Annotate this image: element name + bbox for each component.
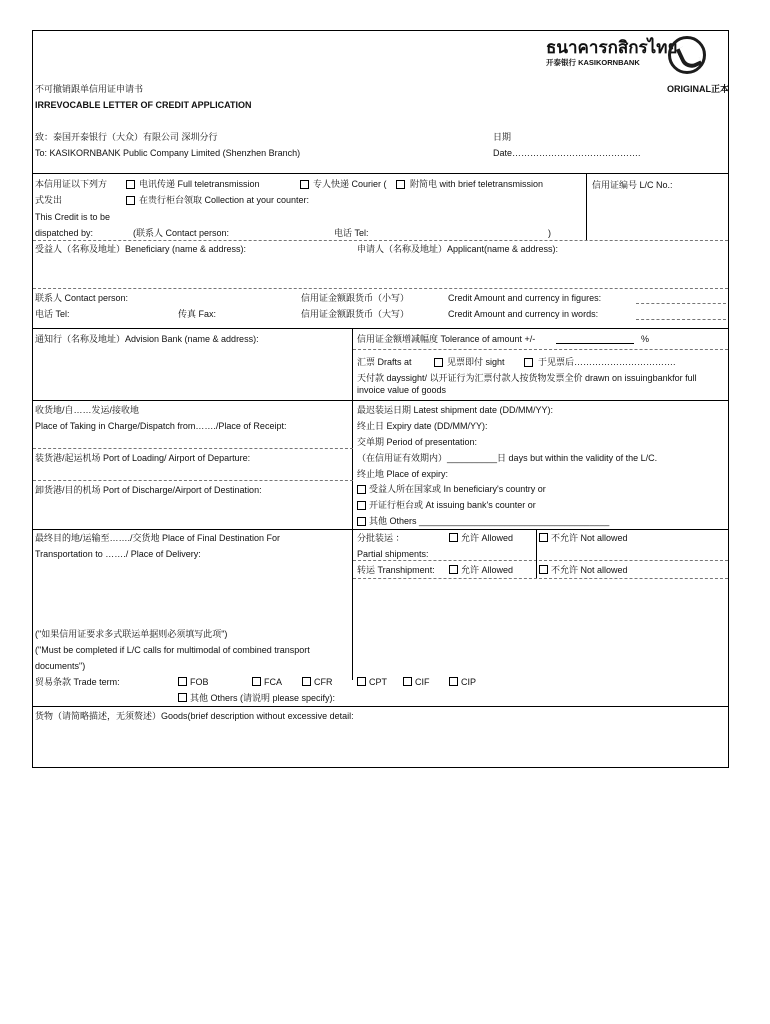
sight-checkbox[interactable] xyxy=(434,358,443,367)
courier-checkbox[interactable] xyxy=(300,180,309,189)
ben-country-label: 受益人所在国家或 In beneficiary's country or xyxy=(369,484,546,494)
cif-label: CIF xyxy=(415,677,430,687)
original-label: ORIGINAL正本 xyxy=(667,84,729,94)
ben-country-checkbox[interactable] xyxy=(357,485,366,494)
tranship-not-allowed-checkbox[interactable] xyxy=(539,565,548,574)
applicant-label: 申请人（名称及地址）Applicant(name & address): xyxy=(357,244,559,254)
issuing-counter-checkbox[interactable] xyxy=(357,501,366,510)
divider xyxy=(33,706,728,707)
transhipment-label: 转运 Transhipment: xyxy=(357,565,435,575)
others-expiry-label: 其他 Others ______________________________________ xyxy=(369,516,610,526)
after-sight-checkbox[interactable] xyxy=(524,358,533,367)
percent-label: % xyxy=(641,334,650,344)
advising-bank-label: 通知行（名称及地址）Advision Bank (name & address): xyxy=(35,334,259,344)
amount-words-field[interactable] xyxy=(636,319,726,320)
expiry-date-label: 终止日 Expiry date (DD/MM/YY): xyxy=(357,421,488,431)
final-dest-cn: 最终目的地/运输至……./交货地 Place of Final Destination For xyxy=(35,533,281,543)
tolerance-label: 信用证金额增减幅度 Tolerance of amount +/- xyxy=(357,334,536,344)
place-expiry-label: 终止地 Place of expiry: xyxy=(357,469,449,479)
drawn-text-2: invoice value of goods xyxy=(357,385,447,395)
teletransmission-checkbox[interactable] xyxy=(126,180,135,189)
discharge-label: 卸货港/目的机场 Port of Discharge/Airport of Destination: xyxy=(35,485,262,495)
others-expiry-checkbox[interactable] xyxy=(357,517,366,526)
courier-label: 专人快递 Courier ( xyxy=(313,179,387,189)
taking-en: Place of Taking in Charge/Dispatch from……./Place of Receipt: xyxy=(35,421,287,431)
counter-label: 在贵行柜台领取 Collection at your counter: xyxy=(139,195,310,205)
beneficiary-label: 受益人（名称及地址）Beneficiary (name & address): xyxy=(35,244,247,254)
dispatch-label-3: This Credit is to be xyxy=(35,212,111,222)
latest-shipment-label: 最迟装运日期 Latest shipment date (DD/MM/YY): xyxy=(357,405,554,415)
after-sight-label: 于见票后……………………………. xyxy=(538,357,676,367)
divider xyxy=(33,173,728,174)
dispatch-label-2: 式发出 xyxy=(35,195,63,205)
drafts-label: 汇票 Drafts at xyxy=(357,357,412,367)
lc-no-label: 信用证编号 L/C No.: xyxy=(592,180,673,190)
trade-term-label: 贸易条款 Trade term: xyxy=(35,677,120,687)
divider xyxy=(352,329,353,400)
drawn-text-1: 天付款 dayssight/ 以开证行为汇票付款人按货物发票全价 drawn on issuingbankfor full xyxy=(357,373,697,383)
loading-label: 装货港/起运机场 Port of Loading/ Airport of Departure: xyxy=(35,453,251,463)
bank-logo-thai: ธนาคารกสิกรไทย xyxy=(546,38,678,57)
date-cn: 日期 xyxy=(493,132,512,142)
partial-not-allowed-label: 不允许 Not allowed xyxy=(551,533,628,543)
divider xyxy=(536,530,537,578)
date-field[interactable]: Date……………………………………. xyxy=(493,148,641,158)
title-cn: 不可撤销跟单信用证申请书 xyxy=(35,84,144,94)
dispatch-contact-label: (联系人 Contact person: xyxy=(133,228,230,238)
divider xyxy=(33,480,353,481)
teletransmission-label: 电讯传递 Full teletransmission xyxy=(139,179,260,189)
partial-allowed-checkbox[interactable] xyxy=(449,533,458,542)
cif-checkbox[interactable] xyxy=(403,677,412,686)
cip-label: CIP xyxy=(461,677,477,687)
dispatch-tel-label: 电话 Tel: xyxy=(334,228,369,238)
cpt-checkbox[interactable] xyxy=(357,677,366,686)
tel-label: 电话 Tel: xyxy=(35,309,70,319)
divider xyxy=(33,328,728,329)
divider xyxy=(353,560,728,561)
multimodal-cn: ("如果信用证要求多式联运单据则必须填写此项") xyxy=(35,629,228,639)
final-dest-en: Transportation to ……./ Place of Delivery: xyxy=(35,549,201,559)
multimodal-en-2: documents") xyxy=(35,661,86,671)
tranship-allowed-label: 允许 Allowed xyxy=(461,565,514,575)
amount-words-label: Credit Amount and currency in words: xyxy=(448,309,599,319)
multimodal-en-1: ("Must be completed if L/C calls for multimodal of combined transport xyxy=(35,645,310,655)
amount-figures-field[interactable] xyxy=(636,303,726,304)
period-en: （在信用证有效期内）__________日 days but within the validity of the L/C. xyxy=(357,453,658,463)
divider xyxy=(33,288,728,289)
amount-figures-label: Credit Amount and currency in figures: xyxy=(448,293,602,303)
amount-small-cn: 信用证金额跟货币（小写） xyxy=(301,293,410,303)
issuing-counter-label: 开证行柜台或 At issuing bank's counter or xyxy=(369,500,536,510)
bank-logo-icon xyxy=(668,36,706,74)
divider xyxy=(33,529,728,530)
cip-checkbox[interactable] xyxy=(449,677,458,686)
sight-label: 见票即付 sight xyxy=(447,357,505,367)
counter-checkbox[interactable] xyxy=(126,196,135,205)
tranship-allowed-checkbox[interactable] xyxy=(449,565,458,574)
amount-big-cn: 信用证金额跟货币（大写） xyxy=(301,309,410,319)
partial-cn: 分批装运 ： xyxy=(357,533,405,543)
dispatch-label-1: 本信用证以下列方 xyxy=(35,179,108,189)
divider xyxy=(33,448,353,449)
divider xyxy=(33,400,728,401)
divider xyxy=(586,174,587,240)
goods-label: 货物（请简略描述，无须赘述）Goods(brief description without excessive detail: xyxy=(35,711,354,721)
trade-others-label: 其他 Others (请说明 please specify): xyxy=(190,693,336,703)
partial-not-allowed-checkbox[interactable] xyxy=(539,533,548,542)
trade-others-checkbox[interactable] xyxy=(178,693,187,702)
brief-tele-checkbox[interactable] xyxy=(396,180,405,189)
fca-label: FCA xyxy=(264,677,282,687)
taking-cn: 收货地/自……发运/接收地 xyxy=(35,405,140,415)
period-cn: 交单期 Period of presentation: xyxy=(357,437,478,447)
cfr-checkbox[interactable] xyxy=(302,677,311,686)
tranship-not-allowed-label: 不允许 Not allowed xyxy=(551,565,628,575)
bank-logo-en: 开泰银行 KASIKORNBANK xyxy=(546,58,640,67)
to-cn: 致：泰国开泰银行（大众）有限公司 深圳分行 xyxy=(35,132,218,142)
cfr-label: CFR xyxy=(314,677,333,687)
tolerance-field[interactable] xyxy=(556,343,634,344)
divider xyxy=(33,240,728,241)
fob-checkbox[interactable] xyxy=(178,677,187,686)
divider xyxy=(352,530,353,680)
divider xyxy=(353,578,728,579)
to-en: To: KASIKORNBANK Public Company Limited (Shenzhen Branch) xyxy=(35,148,301,158)
fca-checkbox[interactable] xyxy=(252,677,261,686)
fob-label: FOB xyxy=(190,677,209,687)
dispatch-label-4: dispatched by: xyxy=(35,228,94,238)
partial-en: Partial shipments: xyxy=(357,549,429,559)
title-en: IRREVOCABLE LETTER OF CREDIT APPLICATION xyxy=(35,100,252,110)
cpt-label: CPT xyxy=(369,677,387,687)
brief-tele-label: 附简电 with brief teletransmission xyxy=(410,179,544,189)
dispatch-close-paren: ) xyxy=(548,228,551,238)
fax-label: 传真 Fax: xyxy=(178,309,217,319)
divider xyxy=(353,349,728,350)
contact-person-label: 联系人 Contact person: xyxy=(35,293,129,303)
divider xyxy=(352,401,353,529)
partial-allowed-label: 允许 Allowed xyxy=(461,533,514,543)
